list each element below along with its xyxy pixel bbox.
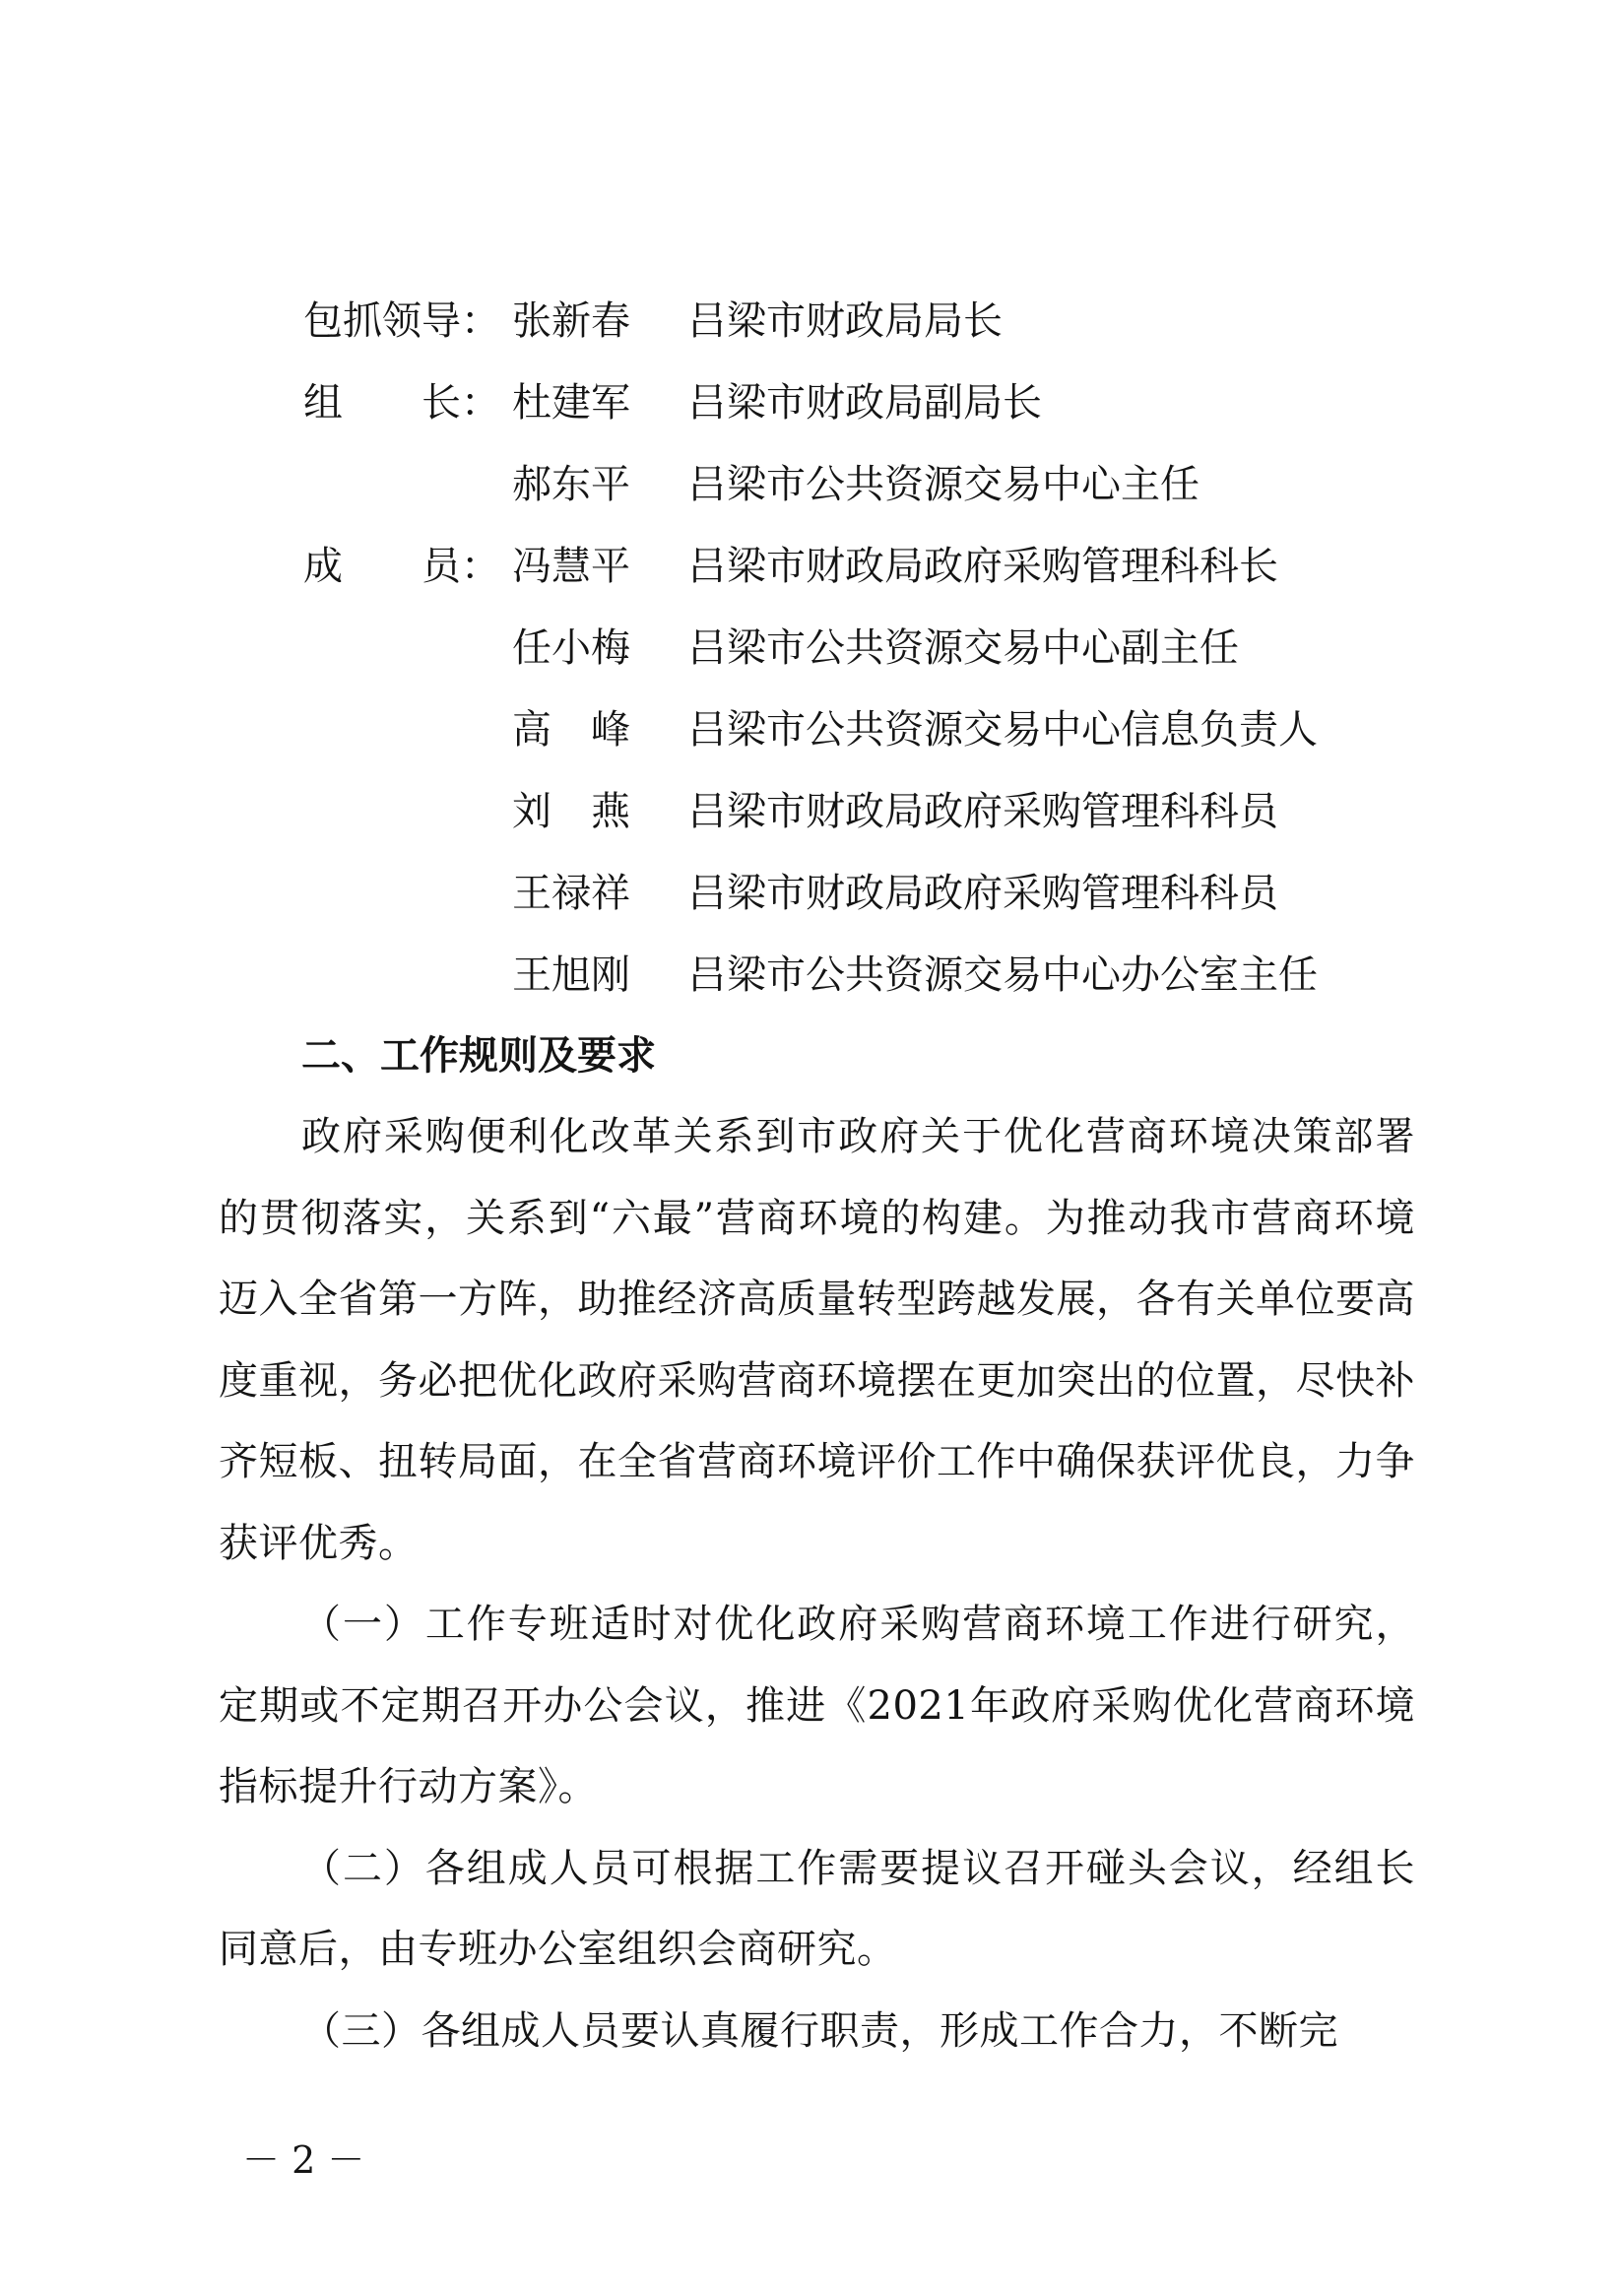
page-number: － 2 － bbox=[242, 2138, 365, 2182]
paragraph: （一）工作专班适时对优化政府采购营商环境工作进行研究，定期或不定期召开办公会议，推进《2021年政府采购优化营商环境指标提升行动方案》。 bbox=[219, 1602, 1415, 1809]
section-heading: 二、工作规则及要求 bbox=[301, 1033, 656, 1079]
member-label: 组 长： bbox=[303, 380, 500, 426]
member-title: 吕梁市财政局政府采购管理科科员 bbox=[687, 789, 1278, 834]
member-name: 王禄祥 bbox=[512, 871, 630, 916]
member-title: 吕梁市公共资源交易中心主任 bbox=[687, 462, 1200, 507]
member-name: 任小梅 bbox=[512, 625, 630, 671]
member-label: 包抓领导： bbox=[303, 298, 500, 344]
member-name: 杜建军 bbox=[512, 380, 630, 426]
member-title: 吕梁市财政局政府采购管理科科长 bbox=[687, 544, 1278, 589]
member-name: 冯慧平 bbox=[512, 544, 630, 589]
member-title: 吕梁市财政局副局长 bbox=[687, 380, 1042, 426]
member-name: 高 峰 bbox=[512, 707, 630, 753]
member-name: 刘 燕 bbox=[512, 789, 630, 834]
paragraph: （三）各组成人员要认真履行职责，形成工作合力，不断完 bbox=[301, 2007, 1338, 2054]
paragraph: （二）各组成人员可根据工作需要提议召开碰头会议，经组长同意后，由专班办公室组织会商研究。 bbox=[219, 1845, 1415, 1972]
member-name: 张新春 bbox=[512, 298, 630, 344]
member-title: 吕梁市公共资源交易中心副主任 bbox=[687, 625, 1239, 671]
member-title: 吕梁市公共资源交易中心信息负责人 bbox=[687, 707, 1318, 753]
paragraph: 政府采购便利化改革关系到市政府关于优化营商环境决策部署的贯彻落实，关系到“六最”营商环境的构建。为推动我市营商环境迈入全省第一方阵，助推经济高质量转型跨越发展，各有关单位要高度重视，务必把优化政府采购营商环境摆在更加突出的位置，尽快补齐短板、扭转局面，在全省营商环境评价工作中确保获评优良，力争获评优秀。 bbox=[219, 1114, 1415, 1566]
member-title: 吕梁市财政局局长 bbox=[687, 298, 1003, 344]
body-text bbox=[219, 1096, 1415, 2071]
member-title: 吕梁市财政局政府采购管理科科员 bbox=[687, 871, 1278, 916]
member-name: 王旭刚 bbox=[512, 952, 630, 998]
member-title: 吕梁市公共资源交易中心办公室主任 bbox=[687, 952, 1318, 998]
member-label: 成 员： bbox=[303, 544, 500, 589]
member-name: 郝东平 bbox=[512, 462, 630, 507]
